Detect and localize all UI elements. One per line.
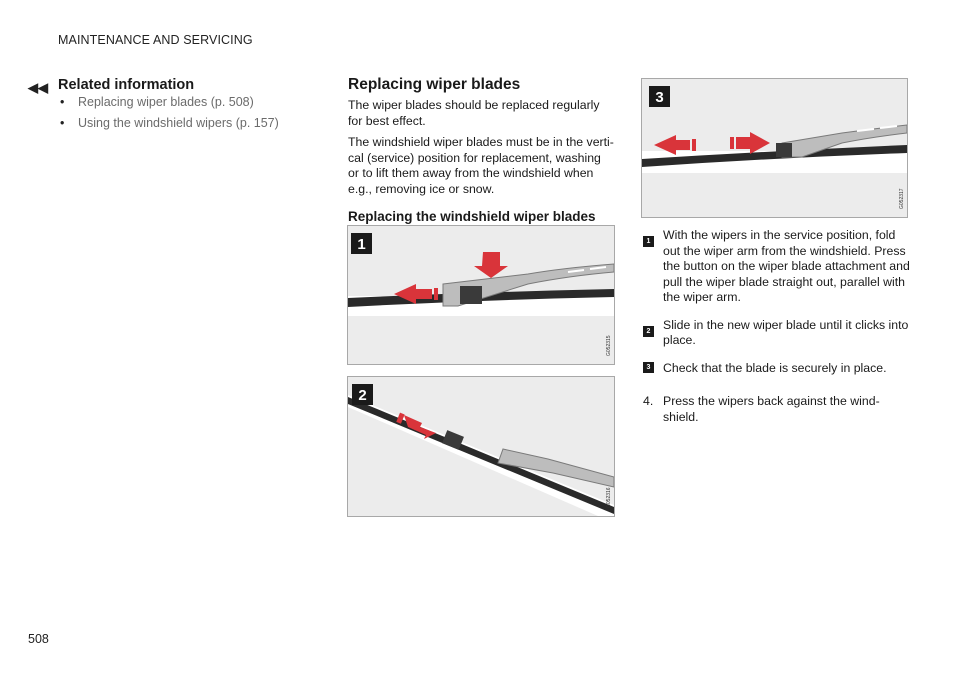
step-badge: 2 — [643, 326, 654, 337]
intro-paragraph: The wiper blades should be replaced regularly for best effect. — [348, 98, 600, 128]
article-title: Replacing wiper blades — [348, 76, 521, 93]
related-info-list — [58, 95, 328, 137]
related-link-replacing-wiper-blades[interactable] — [58, 95, 328, 110]
procedure-steps — [641, 228, 911, 425]
step-badge: 3 — [643, 362, 654, 373]
step-text: Check that the blade is securely in place. — [663, 360, 887, 375]
step-4 — [641, 394, 911, 425]
figure-code: G052315 — [606, 335, 612, 356]
figure-label: 1 — [357, 236, 366, 253]
figure-3-check-blade — [641, 78, 908, 218]
step-text: Slide in the new wiper blade until it clicks into place. — [663, 317, 909, 347]
related-link-text: Replacing wiper blades (p. 508) — [78, 95, 254, 109]
related-link-text: Using the windshield wipers (p. 157) — [78, 116, 279, 130]
figure-code: G052316 — [606, 487, 612, 508]
page-number: 508 — [28, 632, 49, 646]
step-2 — [641, 318, 911, 349]
bullet-icon: • — [60, 116, 65, 130]
main-article — [348, 76, 614, 224]
bullet-icon: • — [60, 95, 65, 109]
step-badge: 1 — [643, 236, 654, 247]
section-header: MAINTENANCE AND SERVICING — [58, 33, 253, 47]
figure-1-remove-blade — [347, 225, 615, 365]
body-paragraph: The windshield wiper blades must be in the verti-cal (service) position for replacement, washing or to lift them away from the windshield when e.g., removing ice or snow. — [348, 135, 614, 196]
figure-label: 2 — [358, 387, 367, 404]
step-number: 4. — [643, 394, 654, 408]
related-link-using-wipers[interactable] — [58, 116, 328, 131]
figure-2-insert-blade — [347, 376, 615, 517]
figure-code: G052317 — [899, 188, 905, 209]
continued-marker-icon: ◀◀ — [28, 80, 48, 95]
step-text: Press the wipers back against the wind-shield. — [663, 394, 880, 424]
step-3 — [641, 361, 911, 377]
figure-label: 3 — [655, 89, 664, 106]
step-text: With the wipers in the service position, fold out the wiper arm from the windshield. Press the button on the wiper blade attachment and pull the wiper blade straight out, parallel with the wiper arm. — [663, 228, 910, 304]
procedure-heading: Replacing the windshield wiper blades — [348, 209, 596, 224]
related-info-heading: Related information — [58, 77, 195, 93]
step-1 — [641, 228, 911, 306]
